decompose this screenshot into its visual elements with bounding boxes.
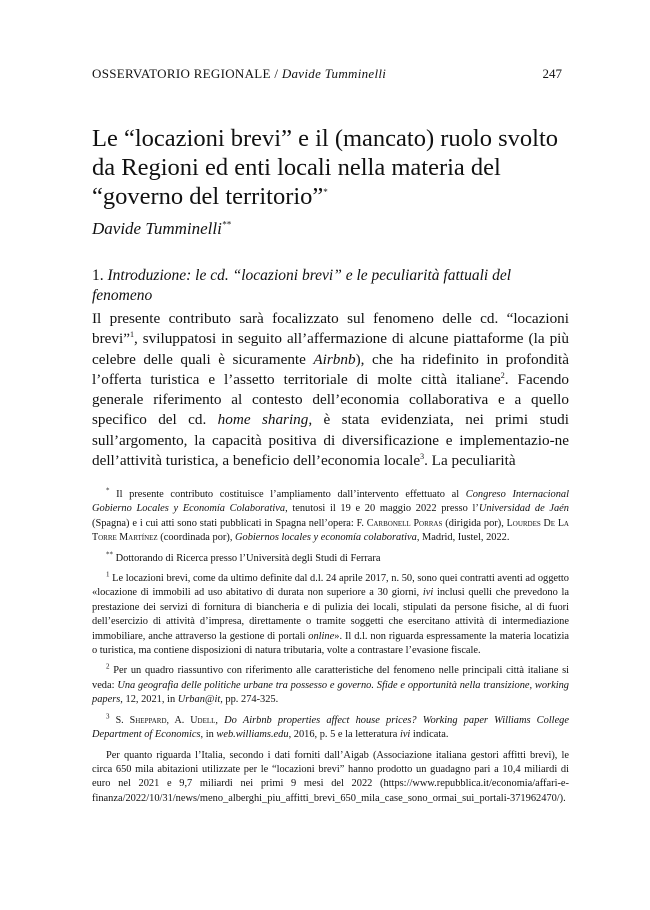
footnote-text: , tenutosi il 19 e 20 maggio 2022 presso l’ xyxy=(285,503,479,515)
footnote-marker: * xyxy=(106,486,110,495)
body-text-segment: Il presente contributo sarà focalizzato sul fenomeno delle cd. “locazioni brevi” xyxy=(92,310,569,348)
footnote-text: indicata. xyxy=(410,729,449,741)
footnote-text: inclusi quelli che prevedono la prestazione dei servizi di fornitura di biancheria e di pulizia dei locali, stipulati da persone fisiche, al di fuori dell’esercizio di attività d’impresa, direttamente o tramite soggetti che esercitano attività di intermediazione immobiliare, anche attraverso la gestione di portali xyxy=(92,587,569,642)
footnote-text: (Spagna) e i cui atti sono stati pubblicati in Spagna nell’opera: xyxy=(92,517,357,529)
editor-name: F. Carbonell Porras xyxy=(356,517,443,529)
footnote-ref-1: 1 xyxy=(129,330,134,340)
article-title-text: Le “locazioni brevi” e il (mancato) ruolo svolto da Regioni ed enti locali nella materia del “governo del territorio” xyxy=(92,125,559,210)
footnotes xyxy=(92,488,569,812)
cited-authors: S. Sheppard, A. Udell xyxy=(109,714,216,726)
footnote-1 xyxy=(92,572,569,658)
footnote-marker: 3 xyxy=(106,712,110,721)
body-text-segment: , sviluppatosi in seguito all’affermazione di alcune piattaforme (la più celebre delle quali è sicuramente xyxy=(92,330,569,368)
university-name: Universidad de Jaén xyxy=(478,503,569,515)
footnote-text: ». Il d.l. non riguarda espressamente la materia locatizia o turistica, ma contiene disposizioni di natura tributaria, volte a contrastare l’evasione fiscale. xyxy=(92,630,569,657)
journal-name: OSSERVATORIO REGIONALE xyxy=(92,66,271,81)
body-text-segment: ), che ha ridefinito in profondità l’offerta turistica e l’assetto territoriale di molte città italiane xyxy=(92,350,569,388)
footnote-double-star xyxy=(92,552,569,566)
footnote-2 xyxy=(92,664,569,707)
section-number: 1. xyxy=(92,267,104,284)
footnote-3-continuation: Per quanto riguarda l’Italia, secondo i dati forniti dall’Aigab (Associazione italiana gestori affitti brevi), le circa 650 mila abitazioni utilizzate per le “locazioni brevi” hanno prodotto un guadagno pari a 10,4 miliardi di euro nel 2021 e 9,7 miliardi nei primi 9 mesi del 2022 (https://www.repubblica.it/economia/affari-e-finanza/2022/10/31/news/meno_alberghi_piu_affitti_brevi_650_mila_case_sono_ormai_sui_portali-371962470/). xyxy=(92,749,569,804)
section-title: Introduzione: le cd. “locazioni brevi” e le peculiarità fattuali del fenomeno xyxy=(92,267,512,304)
home-sharing-term: home sharing xyxy=(217,411,309,429)
body-paragraph xyxy=(92,309,569,471)
title-footnote-marker: * xyxy=(323,186,328,197)
body-text-segment: . Facendo generale riferimento al contesto dell’economia collaborativa e a quello specifico del cd. xyxy=(92,370,569,429)
footnote-star xyxy=(92,488,569,546)
latin-term: ivi xyxy=(399,729,411,741)
footnote-text: , 12, 2021, in xyxy=(120,694,178,706)
footnote-text: (coordinada por), xyxy=(157,532,236,544)
coordinator-name: Lourdes De La Torre Martínez xyxy=(92,517,569,544)
footnote-text: , 2016, p. 5 e la letteratura xyxy=(288,729,400,741)
article-title xyxy=(92,124,572,211)
cited-source: web.williams.edu xyxy=(216,729,289,741)
footnote-text: Il presente contributo costituisce l’ampliamento dall’intervento effettuato al xyxy=(109,489,466,500)
cited-title: Una geografia delle politiche urbane tra possesso e governo. Sfide e opportunità nella transizione, working papers xyxy=(92,679,569,706)
body-text-segment: . La peculiarità xyxy=(424,452,516,470)
footnote-text: , in xyxy=(200,729,217,741)
footnote-ref-2: 2 xyxy=(500,370,505,380)
footnote-3 xyxy=(92,714,569,743)
online-term: online xyxy=(308,630,335,642)
airbnb-term: Airbnb xyxy=(313,350,356,368)
footnote-marker: ** xyxy=(106,550,113,559)
author-footnote-marker: ** xyxy=(221,219,231,230)
footnote-text: (dirigida por), xyxy=(442,517,507,529)
header-separator: / xyxy=(270,66,282,81)
footnote-marker: 1 xyxy=(106,570,110,579)
footnote-text: Per un quadro riassuntivo con riferimento alle caratteristiche del fenomeno nelle principali città italiane si veda: xyxy=(92,665,569,691)
footnote-text: Le locazioni brevi, come da ultimo definite dal d.l. 24 aprile 2017, n. 50, sono quei contratti aventi ad oggetto «locazione di immobili ad uso abitativo di durata non superiore a 30 giorni, xyxy=(92,573,569,599)
page-number: 247 xyxy=(542,66,562,81)
running-author: Davide Tumminelli xyxy=(281,66,387,81)
cited-source: Urban@it xyxy=(177,694,221,706)
latin-term: ivi xyxy=(422,587,434,599)
book-title: Gobiernos locales y economía colaborativa xyxy=(235,532,417,544)
footnote-ref-3: 3 xyxy=(420,452,425,462)
footnote-text: , Madrid, Iustel, 2022. xyxy=(416,532,510,544)
cited-title: Do Airbnb properties affect house prices? Working paper Williams College Department of Economics xyxy=(92,714,569,741)
body-text-segment: , è stata evidenziata, nei primi studi sull’argomento, la capacità positiva di diversificazione e implementazio-ne dell’attività turistica, a beneficio dell’economia locale xyxy=(92,411,569,470)
section-heading xyxy=(92,266,572,306)
footnote-text: , pp. 274-325. xyxy=(220,694,279,706)
running-header xyxy=(92,66,562,82)
footnote-text: Dottorando di Ricerca presso l’Università degli Studi di Ferrara xyxy=(113,552,381,564)
footnote-text: , xyxy=(215,714,225,726)
footnote-marker: 2 xyxy=(106,663,110,671)
author-name xyxy=(92,219,231,239)
congress-name: Congreso Internacional Gobierno Locales y Economía Colaborativa xyxy=(92,489,569,515)
author-name-text: Davide Tumminelli xyxy=(92,219,222,238)
